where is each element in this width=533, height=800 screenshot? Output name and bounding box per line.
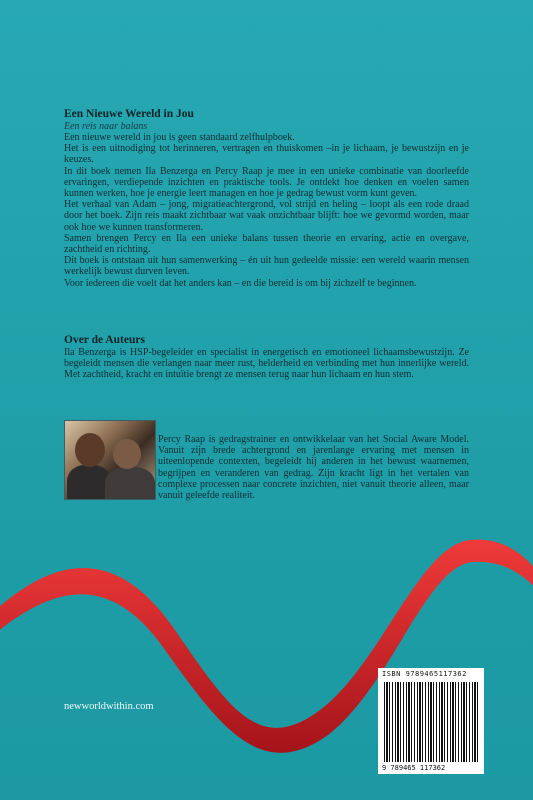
intro-paragraph: Voor iedereen die voelt dat het anders kan – en die bereid is om bij zichzelf te beginnen. — [64, 277, 417, 289]
book-title: Een Nieuwe Wereld in Jou — [64, 108, 194, 120]
isbn-label: ISBN 9789465117362 — [382, 670, 467, 678]
intro-paragraph: In dit boek nemen Ila Benzerga en Percy Raap je mee in een unieke combinatie van doorleefde ervaringen, verdiepende inzichten en praktische tools. Je ontdekt hoe denken en voelen samen kunnen werken, hoe je energie leert managen en hoe je gedrag bewust vorm kunt geven. — [64, 165, 469, 200]
authors-photo — [64, 420, 156, 500]
percy-bio: Percy Raap is gedragstrainer en ontwikkelaar van het Social Aware Model. Vanuit zijn brede achtergrond en jarenlange ervaring met mensen in uiteenlopende contexten, begeleidt hij anderen in het bewust waarnemen, begrijpen en veranderen van gedrag. Zijn kracht ligt in het vertalen van complexe processen naar concrete inzichten, niet vanuit theorie alleen, maar vanuit geleefde realiteit. — [158, 434, 469, 502]
ila-bio: Ila Benzerga is HSP-begeleider en specialist in energetisch en emotioneel lichaamsbewustzijn. Ze begeleidt mensen die verlangen naar meer rust, helderheid en verbinding met hun innerlijke wereld. Met zachtheid, kracht en intuïtie brengt ze mensen terug naar hun lichaam en hun stem. — [64, 347, 469, 381]
intro-paragraph: Dit boek is ontstaan uit hun samenwerking – én uit hun gedeelde missie: een wereld waarin mensen werkelijk bewust durven leven. — [64, 255, 469, 278]
isbn-barcode — [378, 668, 484, 774]
authors-section — [64, 334, 469, 381]
website-link[interactable]: newworldwithin.com — [64, 701, 154, 712]
intro-paragraph: Het is een uitnodiging tot herinneren, vertragen en thuiskomen –in je lichaam, je bewustzijn en je keuzes. — [64, 143, 469, 166]
intro-paragraph: Het verhaal van Adam – jong, migratieachtergrond, vol strijd en heling – loopt als een rode draad door het boek. Zijn reis maakt zichtbaar wat vaak onzichtbaar blijft: hoe we gevormd worden, maar ook hoe we kunnen transformeren. — [64, 199, 469, 233]
authors-body-ila — [64, 347, 469, 381]
book-subtitle: Een reis naar balans — [64, 121, 148, 132]
intro-paragraph: Samen brengen Percy en Ila een unieke balans tussen theorie en ervaring, actie en overgave, zachtheid en richting. — [64, 232, 469, 256]
intro-section — [64, 108, 469, 289]
authors-title: Over de Auteurs — [64, 334, 145, 346]
authors-body-percy — [158, 434, 469, 501]
intro-paragraph: Een nieuwe wereld in jou is geen standaard zelfhulpboek. — [64, 132, 295, 143]
intro-body — [64, 132, 469, 289]
barcode-digits: 9 789465 117362 — [382, 764, 446, 772]
barcode-bars — [384, 682, 478, 762]
